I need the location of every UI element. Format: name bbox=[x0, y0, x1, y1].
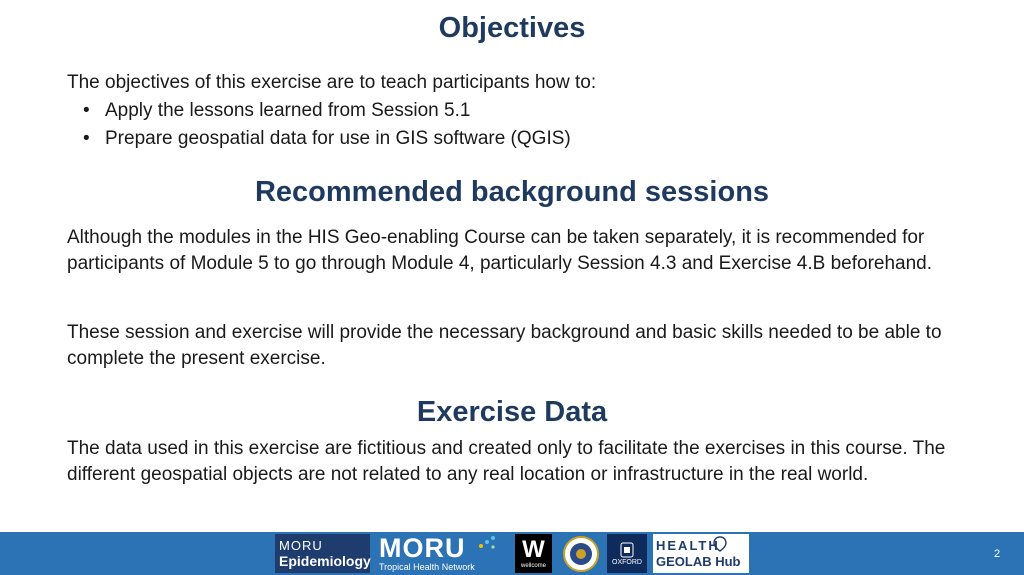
bullet-icon: • bbox=[83, 128, 90, 149]
moru-epidemiology-logo bbox=[275, 534, 370, 573]
logo-text: wellcome bbox=[520, 562, 546, 569]
objectives-heading: Objectives bbox=[438, 12, 586, 44]
logo-text: GEOLAB Hub bbox=[656, 553, 741, 569]
health-geolab-hub-logo bbox=[653, 534, 749, 573]
bullet-icon: • bbox=[83, 100, 90, 121]
logo-text: MORU bbox=[279, 537, 323, 553]
logo-text: W bbox=[522, 535, 545, 563]
seal-icon bbox=[563, 536, 599, 572]
logo-text: HEALTH bbox=[656, 537, 720, 553]
logo-text: Tropical Health Network bbox=[379, 562, 475, 572]
oxford-logo bbox=[607, 534, 647, 573]
location-pin-icon bbox=[713, 536, 727, 552]
logo-text: OXFORD bbox=[612, 558, 642, 566]
university-seal-icon bbox=[561, 534, 600, 573]
objectives-list bbox=[81, 97, 571, 153]
bullet-text: Apply the lessons learned from Session 5.1 bbox=[105, 100, 471, 121]
footer-bar bbox=[0, 532, 1024, 575]
dots-icon bbox=[477, 536, 497, 552]
objectives-intro: The objectives of this exercise are to teach participants how to: bbox=[67, 72, 597, 93]
logo-text: Epidemiology bbox=[279, 552, 371, 569]
list-item bbox=[81, 97, 571, 125]
exercise-data-paragraph: The data used in this exercise are fictitious and created only to facilitate the exercises in this course. The different geospatial objects are not related to any real location or infrastructure in the real world. bbox=[67, 438, 946, 485]
background-paragraph-2: These session and exercise will provide the necessary background and basic skills needed to be able to complete the present exercise. bbox=[67, 322, 942, 369]
bullet-text: Prepare geospatial data for use in GIS software (QGIS) bbox=[105, 128, 571, 149]
crest-icon bbox=[618, 541, 636, 559]
moru-tropical-health-network-logo bbox=[379, 534, 497, 573]
wellcome-logo bbox=[515, 534, 552, 573]
list-item bbox=[81, 125, 571, 153]
exercise-data-heading: Exercise Data bbox=[416, 396, 608, 428]
background-heading: Recommended background sessions bbox=[254, 176, 770, 208]
logo-text: MORU bbox=[379, 533, 466, 563]
page-number: 2 bbox=[994, 548, 1001, 560]
background-paragraph-1: Although the modules in the HIS Geo-enabling Course can be taken separately, it is recommended for participants of Module 5 to go through Module 4, particularly Session 4.3 and Exercise 4.B beforehand. bbox=[67, 227, 933, 274]
